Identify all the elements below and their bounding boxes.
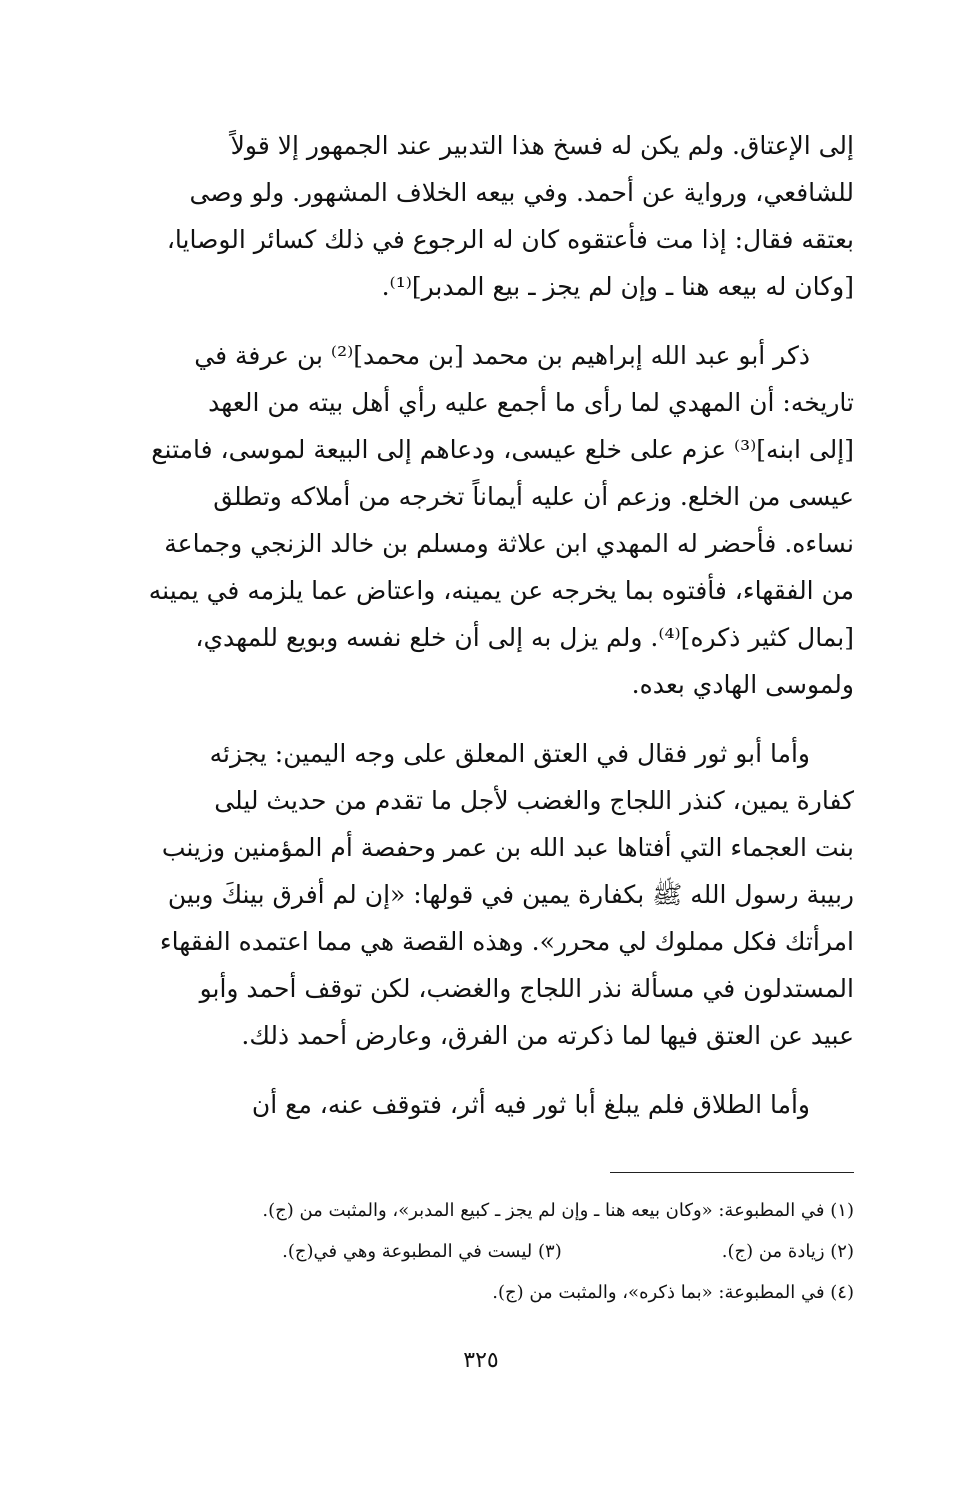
footnote-row [108,1272,854,1313]
paragraph-1 [108,122,854,310]
text-line: نساءه. فأحضر له المهدي ابن علاثة ومسلم بن خالد الزنجي وجماعة [164,529,854,558]
text-line: بنت العجماء التي أفتاها عبد الله بن عمر وحفصة أم المؤمنين وزينب [161,833,854,862]
text-line: بعتقه فقال: إذا مت فأعتقوه كان له الرجوع في ذلك كسائر الوصايا، [166,225,854,254]
text-line: [وكان له بيعه هنا ـ وإن لم يجز ـ بيع المدبر]⁽¹⁾. [381,272,854,301]
footnote-4: (٤) في المطبوعة: «بما ذكره»، والمثبت من (ج). [492,1282,854,1303]
footnote-2: (٢) زيادة من (ج). [721,1241,854,1262]
footnote-divider [610,1172,854,1173]
main-text [108,122,854,1128]
footnote-3: (٣) ليست في المطبوعة وهي في(ج). [282,1241,562,1262]
paragraph-2 [108,332,854,708]
text-line: للشافعي، ورواية عن أحمد. وفي بيعه الخلاف المشهور. ولو وصى [189,178,854,207]
text-line: [بمال كثير ذكره]⁽⁴⁾. ولم يزل به إلى أن خلع نفسه وبويع للمهدي، [195,623,854,652]
text-line: وأما أبو ثور فقال في العتق المعلق على وجه اليمين: يجزئه [209,739,810,768]
text-line: ذكر أبو عبد الله إبراهيم بن محمد [بن محمد]⁽²⁾ بن عرفة في [194,341,810,370]
text-line: وأما الطلاق فلم يبلغ أبا ثور فيه أثر، فتوقف عنه، مع أن [251,1090,810,1119]
text-line: تاريخه: أن المهدي لما رأى ما أجمع عليه رأي أهل بيته من العهد [208,388,854,417]
text-line: من الفقهاء، فأفتوه بما يخرجه عن يمينه، واعتاض عما يلزمه في يمينه [148,576,854,605]
footnote-1: (١) في المطبوعة: «وكان بيعه هنا ـ وإن لم يجز ـ كبيع المدبر»، والمثبت من (ج). [262,1200,854,1221]
footnote-row [108,1231,854,1272]
footnote-row [108,1190,854,1231]
text-line: [إلى ابنه]⁽³⁾ عزم على خلع عيسى، ودعاهم إلى البيعة لموسى، فامتنع [151,435,854,464]
footnotes [108,1190,854,1313]
text-line: عبيد عن العتق فيها لما ذكرته من الفرق، وعارض أحمد ذلك. [241,1021,854,1050]
text-line: إلى الإعتاق. ولم يكن له فسخ هذا التدبير عند الجمهور إلا قولاً [230,131,854,160]
text-line: امرأتك فكل مملوك لي محرر». وهذه القصة هي مما اعتمده الفقهاء [159,927,854,956]
text-line: ربيبة رسول الله ﷺ بكفارة يمين في قولها: «إن لم أفرق بينكَ وبين [167,880,854,909]
text-line: كفارة يمين، كنذر اللجاج والغضب لأجل ما تقدم من حديث ليلى [214,786,854,815]
text-line: ولموسى الهادي بعده. [631,670,854,699]
text-line: عيسى من الخلع. وزعم أن عليه أيماناً تخرجه من أملاكه وتطلق [213,482,854,511]
text-line: المستدلون في مسألة نذر اللجاج والغضب، لكن توقف أحمد وأبو [199,974,854,1003]
paragraph-4 [108,1081,854,1128]
paragraph-3 [108,730,854,1059]
page-number: ٣٢٥ [463,1348,499,1373]
